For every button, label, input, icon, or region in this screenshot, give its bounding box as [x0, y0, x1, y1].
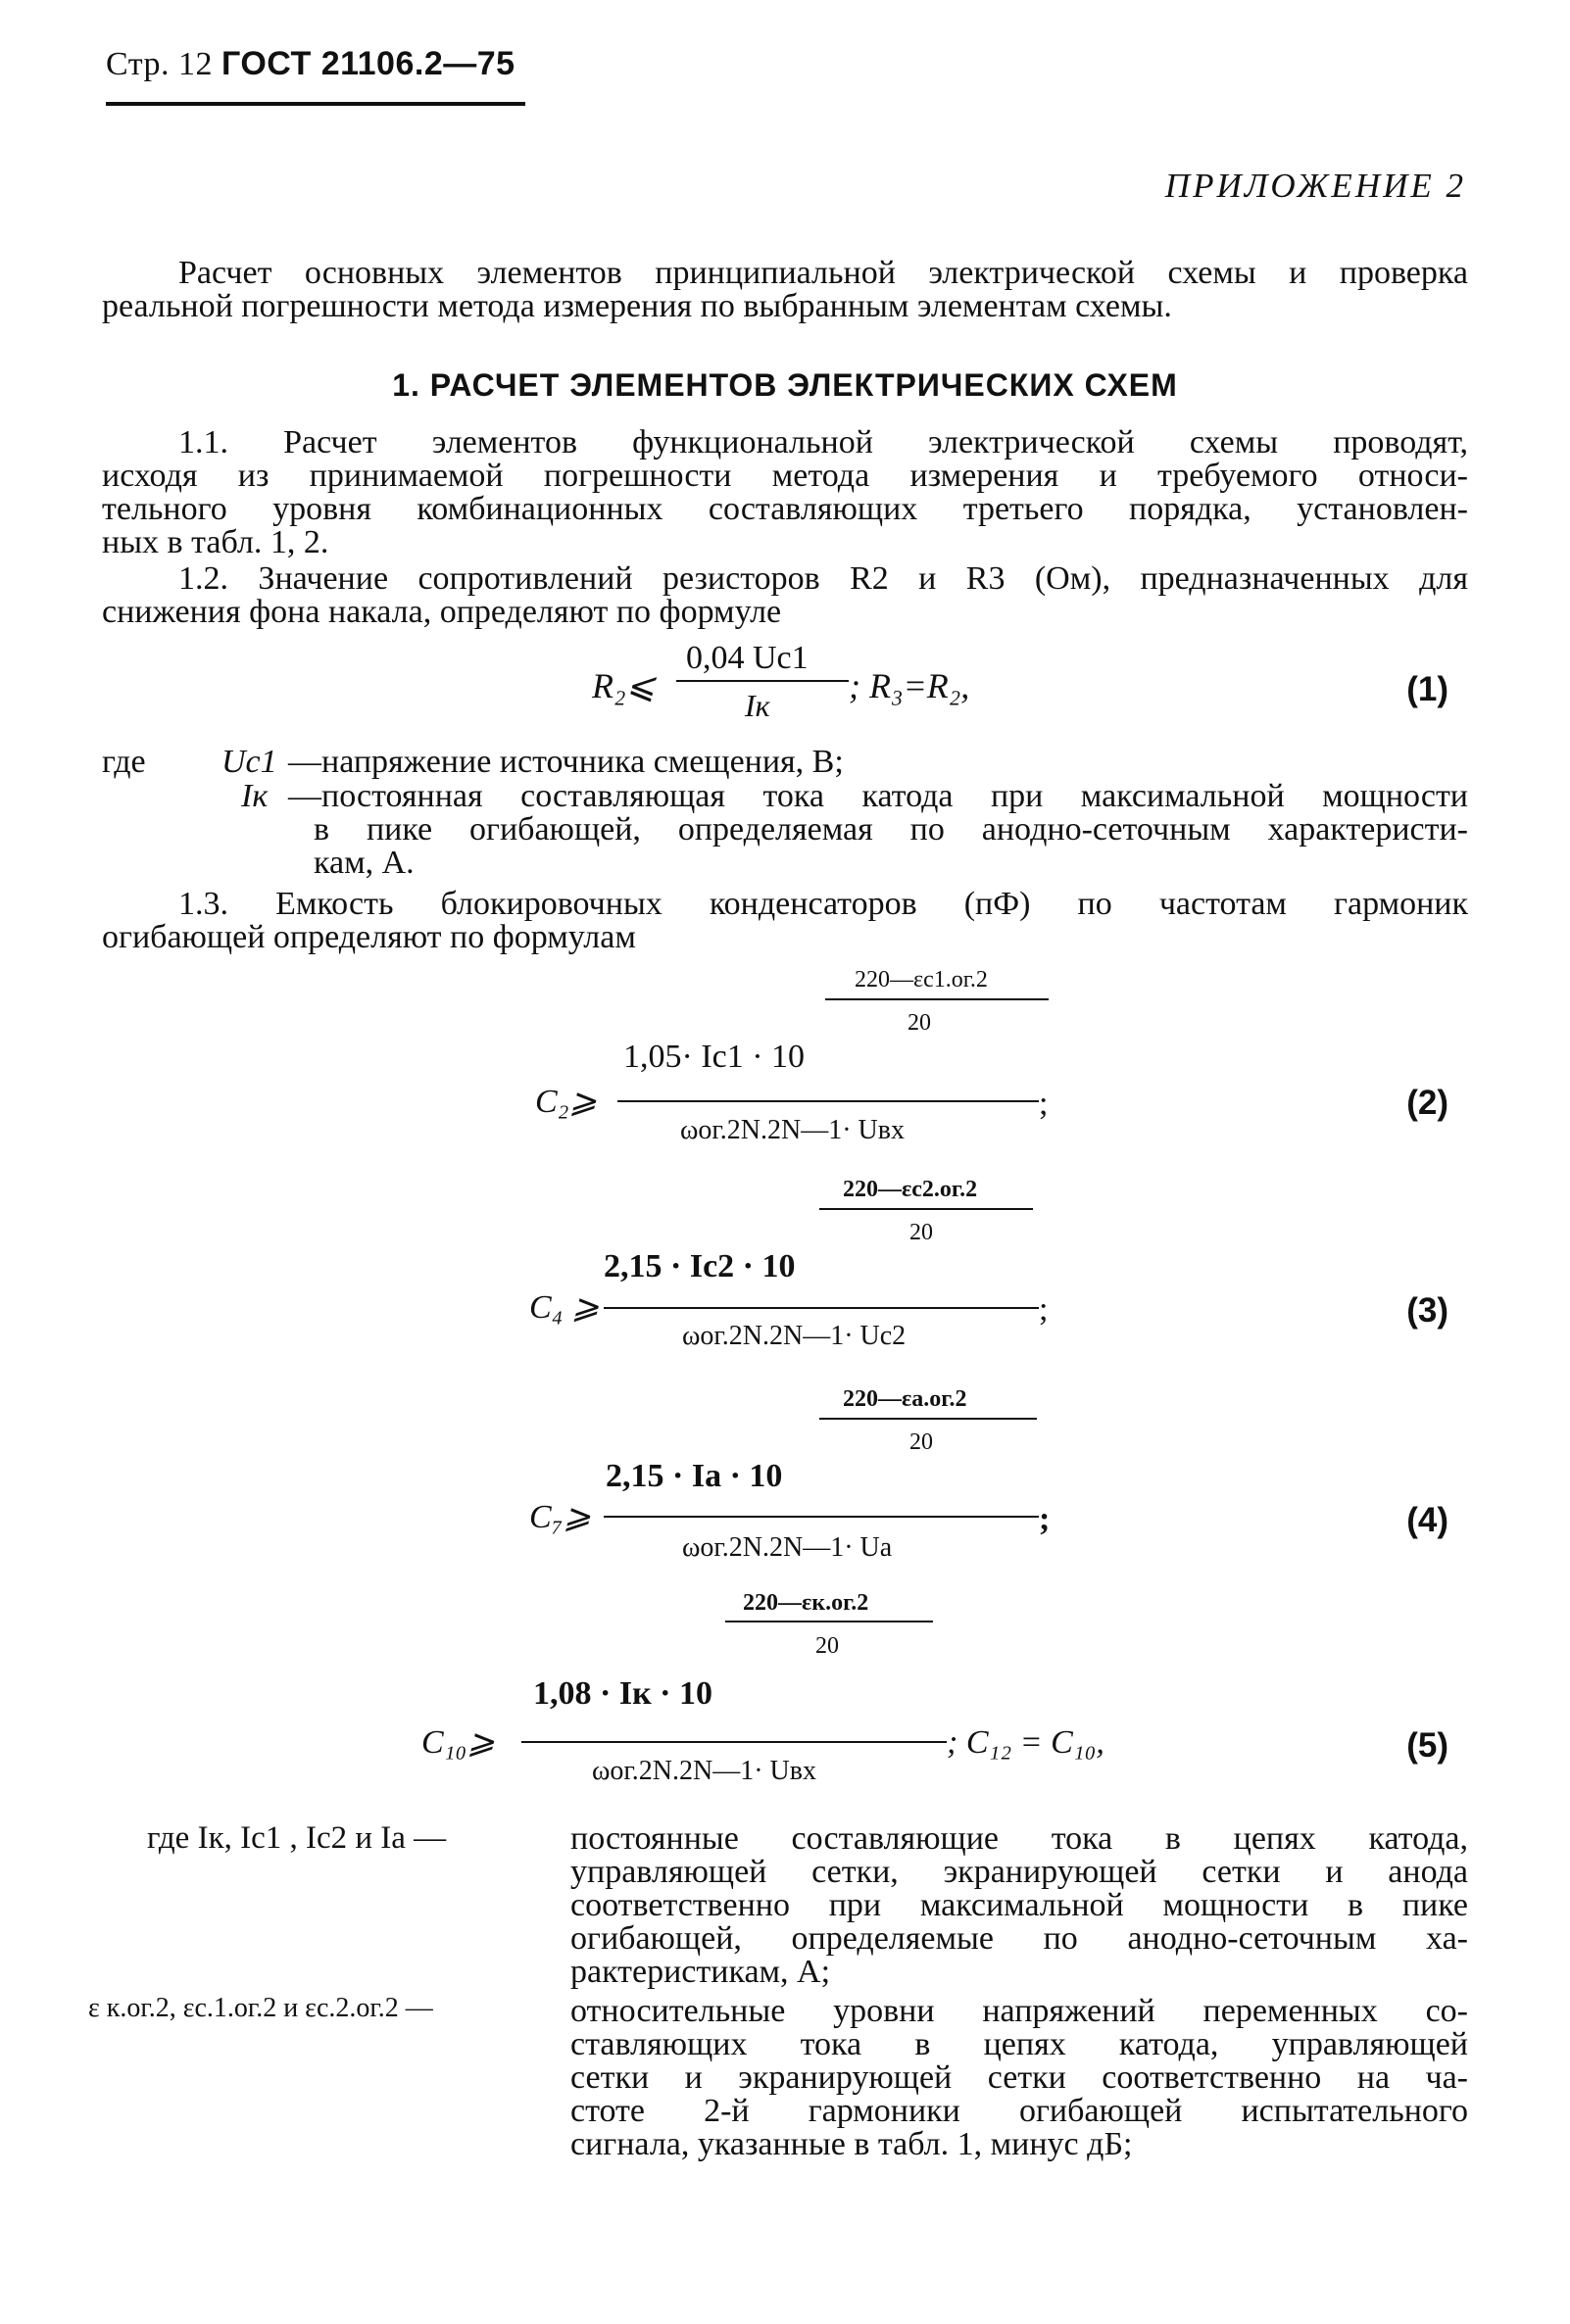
p11-line-4: ных в табл. 1, 2.: [102, 524, 329, 560]
def-levels-line-4: стоте 2-й гармоники огибающей испытательного: [570, 2093, 1468, 2129]
formula-5-denominator: ωог.2N.2N—1· Uвх: [592, 1756, 816, 1786]
formula-5-exp-num: 220—εк.ог.2: [743, 1590, 869, 1616]
formula-2-exp-bar: [825, 998, 1049, 1000]
formula-3-denominator: ωог.2N.2N—1· Uс2: [682, 1321, 907, 1351]
intro-line-1: Расчет основных элементов принципиальной электрической схемы и проверка: [178, 255, 1468, 291]
formula-3-lhs: C₄ ⩾: [529, 1289, 600, 1326]
p13-line-2: огибающей определяют по формулам: [102, 919, 636, 955]
formula-2-lhs: C₂⩾: [535, 1084, 597, 1120]
formula-5-exp-bar: [725, 1621, 933, 1622]
def-currents-line-2: управляющей сетки, экранирующей сетки и анода: [570, 1854, 1468, 1890]
header-rule: [106, 102, 525, 106]
def-currents-line-4: огибающей, определяемые по анодно-сеточным ха-: [570, 1920, 1468, 1957]
def-currents-line-1: постоянные составляющие тока в цепях катода,: [570, 1820, 1468, 1857]
formula-5-fraction-bar: [521, 1741, 947, 1743]
p11-line-1: 1.1. Расчет элементов функциональной электрической схемы проводят,: [178, 424, 1468, 460]
where-terms-currents: где Iк, Ic1 , Ic2 и Ia —: [147, 1820, 447, 1856]
formula-1-rhs: ; R₃=R₂,: [849, 666, 970, 705]
where-terms-levels: ε к.ог.2, εc.1.ог.2 и εc.2.ог.2 —: [88, 1993, 433, 2023]
def-currents-line-3: соответственно при максимальной мощности в пике: [570, 1887, 1468, 1923]
formula-4-numerator: 2,15 · Ia · 10: [606, 1458, 783, 1494]
intro-line-2: реальной погрешности метода измерения по выбранным элементам схемы.: [102, 288, 1172, 324]
formula-5-exp-den: 20: [815, 1633, 839, 1659]
section-title: 1. РАСЧЕТ ЭЛЕМЕНТОВ ЭЛЕКТРИЧЕСКИХ СХЕМ: [392, 367, 1178, 403]
formula-3-tail: ;: [1039, 1291, 1049, 1328]
where-def-uc1: —напряжение источника смещения, В;: [288, 744, 844, 780]
formula-3-fraction-bar: [604, 1307, 1039, 1309]
where-def-ik-2: в пике огибающей, определяемая по анодно-сеточным характеристи-: [314, 811, 1468, 847]
formula-4-tail: ;: [1039, 1501, 1051, 1537]
formula-5-lhs: C₁₀⩾: [421, 1724, 495, 1761]
def-levels-line-3: сетки и экранирующей сетки соответственно на ча-: [570, 2059, 1468, 2096]
p13-line-1: 1.3. Емкость блокировочных конденсаторов (пФ) по частотам гармоник: [178, 886, 1468, 922]
standard-code: ГОСТ 21106.2—75: [221, 45, 515, 82]
where-def-ik-3: кам, А.: [314, 845, 415, 881]
formula-2-numerator: 1,05· Iс1 · 10: [623, 1039, 806, 1075]
where-term-ik: Iк: [241, 778, 269, 814]
formula-2-fraction-bar: [617, 1100, 1039, 1102]
formula-4-denominator: ωог.2N.2N—1· Ua: [682, 1532, 893, 1563]
formula-4-lhs: C₇⩾: [529, 1499, 591, 1535]
formula-2-tail: ;: [1039, 1086, 1049, 1122]
formula-2-number: (2): [1406, 1084, 1448, 1122]
formula-3-number: (3): [1406, 1291, 1448, 1330]
formula-4-exp-bar: [819, 1418, 1037, 1420]
page-header: [106, 47, 515, 81]
formula-5-tail: ; C₁₂ = C₁₀,: [947, 1724, 1104, 1761]
formula-4-number: (4): [1406, 1501, 1448, 1539]
formula-1-denominator: Iк: [745, 688, 770, 723]
def-levels-line-1: относительные уровни напряжений переменных со-: [570, 1993, 1468, 2029]
def-levels-line-2: ставляющих тока в цепях катода, управляющей: [570, 2026, 1468, 2062]
formula-4-exp-num: 220—εa.ог.2: [843, 1386, 967, 1412]
formula-3-numerator: 2,15 · Iс2 · 10: [604, 1248, 796, 1284]
formula-1-numerator: 0,04 Uс1: [686, 640, 809, 676]
formula-4-fraction-bar: [604, 1516, 1039, 1518]
where-label-1: где: [102, 744, 146, 780]
formula-5-numerator: 1,08 · Iк · 10: [533, 1675, 712, 1712]
formula-2-denominator: ωог.2N.2N—1· Uвх: [680, 1115, 905, 1145]
p12-line-1: 1.2. Значение сопротивлений резисторов R2 и R3 (Ом), предназначенных для: [178, 560, 1468, 597]
p11-line-3: тельного уровня комбинационных составляющих третьего порядка, установлен-: [102, 491, 1468, 527]
formula-1-fraction-bar: [676, 680, 849, 682]
formula-1-lhs: R₂⩽: [592, 666, 656, 705]
appendix-title: ПРИЛОЖЕНИЕ 2: [1164, 167, 1466, 205]
def-currents-line-5: рактеристикам, А;: [570, 1954, 831, 1990]
where-term-uc1: Uс1: [221, 744, 277, 780]
page-number: Стр. 12: [106, 46, 214, 82]
formula-4-exp-den: 20: [909, 1429, 933, 1455]
where-def-ik-1: —постоянная составляющая тока катода при максимальной мощности: [288, 778, 1468, 814]
formula-3-exp-bar: [819, 1208, 1033, 1210]
formula-2-exp-den: 20: [908, 1010, 931, 1036]
p11-line-2: исходя из принимаемой погрешности метода измерения и требуемого относи-: [102, 458, 1468, 494]
formula-2-exp-num: 220—εc1.ог.2: [855, 967, 988, 993]
formula-5-number: (5): [1406, 1726, 1448, 1765]
p12-line-2: снижения фона накала, определяют по формуле: [102, 594, 782, 630]
def-levels-line-5: сигнала, указанные в табл. 1, минус дБ;: [570, 2126, 1133, 2162]
formula-1-number: (1): [1406, 670, 1448, 708]
formula-3-exp-den: 20: [909, 1220, 933, 1245]
formula-3-exp-num: 220—εc2.ог.2: [843, 1177, 978, 1202]
